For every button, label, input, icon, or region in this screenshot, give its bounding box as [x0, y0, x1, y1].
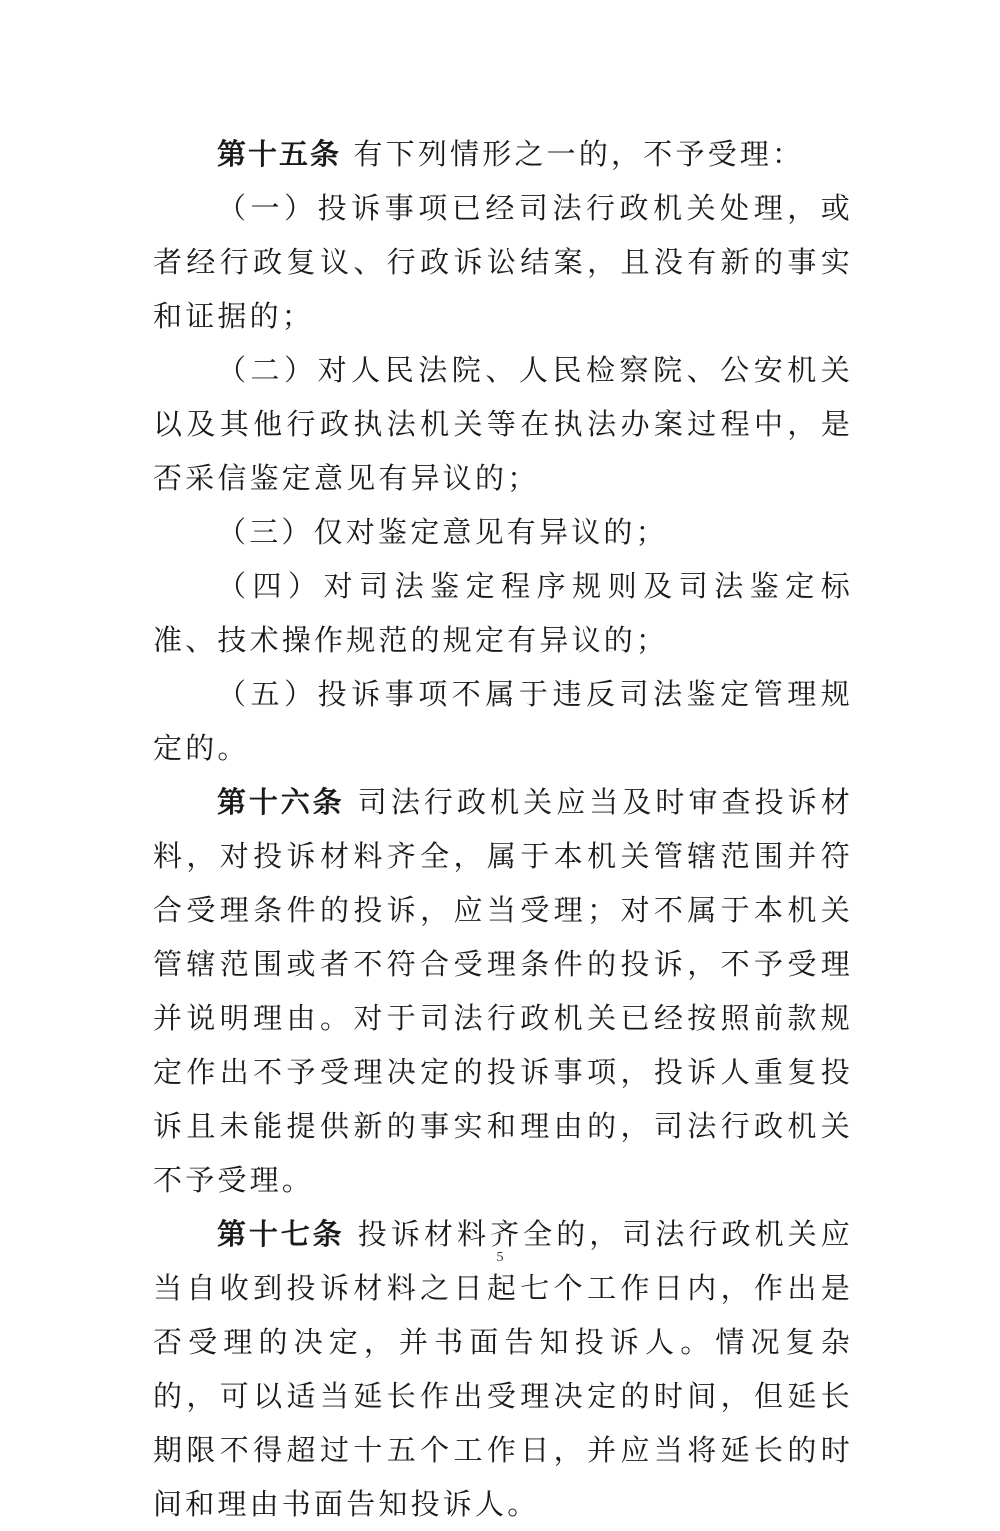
article-16-heading: 第十六条 — [217, 785, 345, 819]
article-15-item-2: （二）对人民法院、人民检察院、公安机关以及其他行政执法机关等在执法办案过程中，是否采信鉴定意见有异议的； — [153, 353, 853, 495]
article-15-item-1: （一）投诉事项已经司法行政机关处理，或者经行政复议、行政诉讼结案，且没有新的事实和证据的； — [153, 191, 853, 333]
document-body — [153, 127, 853, 1531]
page-number: 5 — [496, 1250, 504, 1265]
article-15-intro-text: 有下列情形之一的，不予受理： — [353, 137, 805, 171]
article-16 — [153, 775, 853, 1207]
article-16-body: 司法行政机关应当及时审查投诉材料，对投诉材料齐全，属于本机关管辖范围并符合受理条件的投诉，应当受理；对不属于本机关管辖范围或者不符合受理条件的投诉，不予受理并说明理由。对于司法行政机关已经按照前款规定作出不予受理决定的投诉事项，投诉人重复投诉且未能提供新的事实和理由的，司法行政机关不予受理。 — [153, 785, 853, 1197]
article-15-heading: 第十五条 — [217, 137, 342, 171]
article-17-body: 投诉材料齐全的，司法行政机关应当自收到投诉材料之日起七个工作日内，作出是否受理的决定，并书面告知投诉人。情况复杂的，可以适当延长作出受理决定的时间，但延长期限不得超过十五个工作日，并应当将延长的时间和理由书面告知投诉人。 — [153, 1217, 853, 1521]
article-15-item-5: （五）投诉事项不属于违反司法鉴定管理规定的。 — [153, 677, 853, 765]
article-17-heading: 第十七条 — [217, 1217, 345, 1251]
article-15-item-3: （三）仅对鉴定意见有异议的； — [217, 515, 668, 549]
article-15-item-4: （四）对司法鉴定程序规则及司法鉴定标准、技术操作规范的规定有异议的； — [153, 569, 853, 657]
article-15-intro — [153, 127, 853, 181]
